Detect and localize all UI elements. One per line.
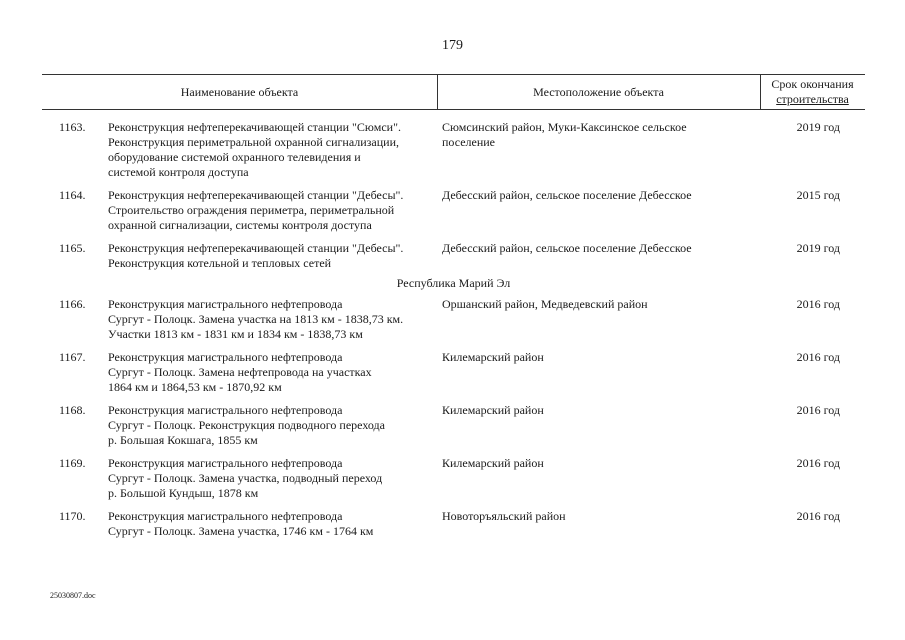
object-name-line: 1864 км и 1864,53 км - 1870,92 км: [108, 380, 282, 394]
object-location-line: Килемарский район: [442, 403, 544, 417]
object-name-line: оборудование системой охранного телевидения и: [108, 150, 361, 164]
header-location: Местоположение объекта: [533, 85, 664, 99]
object-name-line: Реконструкция магистрального нефтепровода: [108, 509, 343, 523]
object-name-line: Сургут - Полоцк. Реконструкция подводного перехода: [108, 418, 385, 432]
object-name-line: охранной сигнализации, системы контроля доступа: [108, 218, 372, 232]
object-name: [108, 350, 438, 395]
row-number: 1170.: [59, 509, 86, 523]
object-location: [442, 456, 732, 471]
object-name-line: Строительство ограждения периметра, периметральной: [108, 203, 395, 217]
object-name-line: Сургут - Полоцк. Замена участка, подводный переход: [108, 471, 383, 485]
page-number: 179: [442, 38, 463, 53]
region-heading: Республика Марий Эл: [396, 276, 511, 290]
object-location-line: Дебесский район, сельское поселение Дебесское: [442, 241, 692, 255]
object-name-line: Сургут - Полоцк. Замена нефтепровода на участках: [108, 365, 372, 379]
object-name-line: Реконструкция нефтеперекачивающей станции "Дебесы".: [108, 241, 404, 255]
object-name-line: Реконструкция периметральной охранной сигнализации,: [108, 135, 400, 149]
objects-table: [42, 74, 865, 538]
construction-term: 2015 год: [796, 188, 840, 202]
construction-term: 2016 год: [796, 403, 840, 417]
object-name-line: Реконструкция магистрального нефтепровода: [108, 297, 343, 311]
construction-term: 2016 год: [796, 456, 840, 470]
file-name-footer: 25030807.doc: [50, 591, 96, 600]
object-name-line: Сургут - Полоцк. Замена участка на 1813 км - 1838,73 км.: [108, 312, 404, 326]
header-term-line2: строительства: [776, 92, 849, 106]
construction-term: 2016 год: [796, 509, 840, 523]
construction-term: 2019 год: [796, 241, 840, 255]
table-header: [42, 74, 865, 110]
row-number: 1166.: [59, 297, 86, 311]
object-location: [442, 120, 732, 150]
object-name: [108, 403, 438, 448]
table-row: [42, 241, 865, 271]
table-row: [42, 350, 865, 395]
object-location-line: Килемарский район: [442, 350, 544, 364]
row-number: 1165.: [59, 241, 86, 255]
object-name-line: Реконструкция нефтеперекачивающей станции "Сюмси".: [108, 120, 401, 134]
object-name: [108, 297, 438, 342]
header-term-line1: Срок окончания: [771, 77, 854, 91]
row-number: 1169.: [59, 456, 86, 470]
table-row: [42, 403, 865, 448]
object-name-line: р. Большой Кундыш, 1878 км: [108, 486, 259, 500]
row-number: 1168.: [59, 403, 86, 417]
object-name-line: Реконструкция магистрального нефтепровода: [108, 456, 343, 470]
header-term: [760, 77, 865, 107]
table-row: [42, 456, 865, 501]
object-location-line: Сюмсинский район, Муки-Каксинское сельское: [442, 120, 687, 134]
object-location: [442, 188, 732, 203]
object-name: [108, 188, 438, 233]
object-location: [442, 509, 732, 524]
object-name-line: системой контроля доступа: [108, 165, 249, 179]
header-name: Наименование объекта: [180, 85, 299, 99]
object-location: [442, 350, 732, 365]
object-name: [108, 456, 438, 501]
object-name-line: Реконструкция нефтеперекачивающей станции "Дебесы".: [108, 188, 404, 202]
object-location-line: поселение: [442, 135, 496, 149]
table-row: [42, 509, 865, 539]
object-name: [108, 120, 438, 180]
object-location: [442, 297, 732, 312]
object-name-line: Реконструкция магистрального нефтепровода: [108, 350, 343, 364]
construction-term: 2016 год: [796, 350, 840, 364]
object-location-line: Дебесский район, сельское поселение Дебесское: [442, 188, 692, 202]
object-name-line: Реконструкция котельной и тепловых сетей: [108, 256, 332, 270]
table-row: [42, 120, 865, 180]
construction-term: 2016 год: [796, 297, 840, 311]
object-name: [108, 509, 438, 539]
object-name-line: р. Большая Кокшага, 1855 км: [108, 433, 258, 447]
row-number: 1164.: [59, 188, 86, 202]
object-location: [442, 403, 732, 418]
table-row: [42, 188, 865, 233]
object-name-line: Участки 1813 км - 1831 км и 1834 км - 1838,73 км: [108, 327, 363, 341]
object-location-line: Килемарский район: [442, 456, 544, 470]
object-name-line: Сургут - Полоцк. Замена участка, 1746 км - 1764 км: [108, 524, 374, 538]
object-name-line: Реконструкция магистрального нефтепровода: [108, 403, 343, 417]
row-number: 1167.: [59, 350, 86, 364]
object-location: [442, 241, 732, 256]
table-row: [42, 297, 865, 342]
row-number: 1163.: [59, 120, 86, 134]
object-location-line: Оршанский район, Медведевский район: [442, 297, 648, 311]
table-body: [42, 120, 865, 547]
object-name: [108, 241, 438, 271]
construction-term: 2019 год: [796, 120, 840, 134]
object-location-line: Новоторъяльский район: [442, 509, 566, 523]
